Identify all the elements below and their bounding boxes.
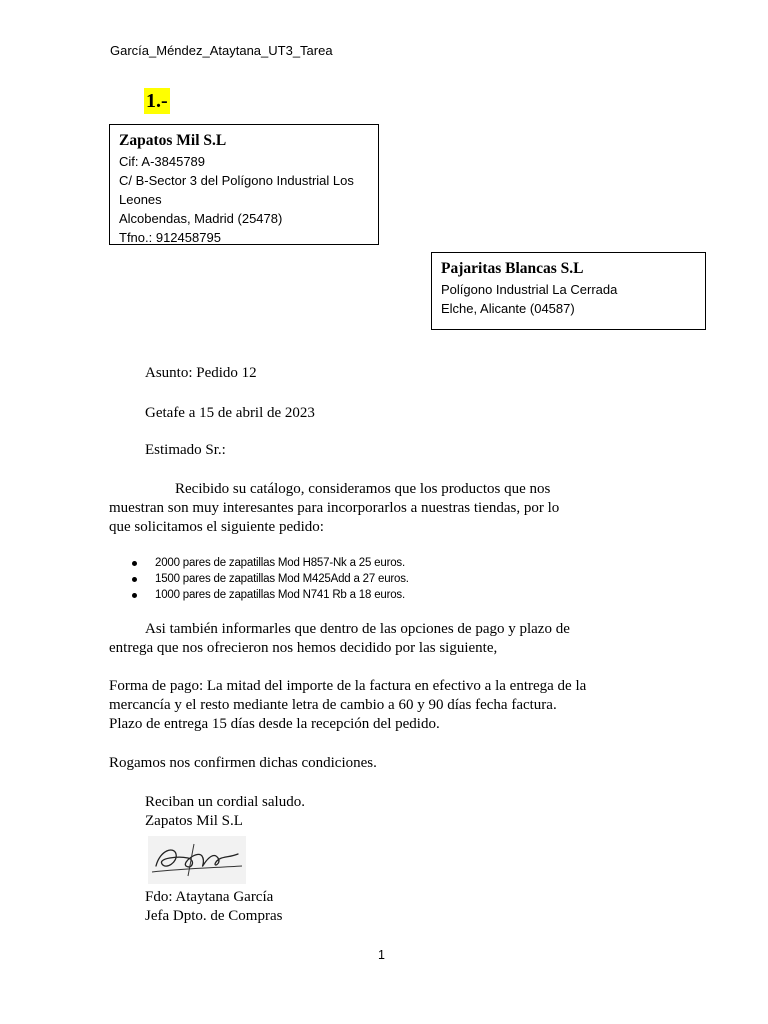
paragraph-line: Forma de pago: La mitad del importe de la factura en efectivo a la entrega de la bbox=[109, 678, 587, 694]
bullet-icon bbox=[132, 593, 137, 598]
list-item bbox=[132, 571, 409, 587]
recipient-address-box bbox=[431, 252, 706, 330]
closing-line: Reciban un cordial saludo. bbox=[145, 794, 305, 810]
bullet-icon bbox=[132, 561, 137, 566]
closing-company: Zapatos Mil S.L bbox=[145, 813, 243, 829]
letter-date: Getafe a 15 de abril de 2023 bbox=[145, 405, 315, 421]
section-number: 1.- bbox=[146, 90, 168, 112]
paragraph-line: Recibido su catálogo, consideramos que los productos que nos bbox=[175, 481, 551, 497]
paragraph-line: entrega que nos ofrecieron nos hemos decidido por las siguiente, bbox=[109, 640, 498, 656]
order-list bbox=[132, 555, 409, 603]
paragraph-intro bbox=[109, 480, 649, 537]
sender-name: Zapatos Mil S.L bbox=[119, 132, 227, 149]
signer-position: Jefa Dpto. de Compras bbox=[145, 908, 283, 924]
recipient-address: Polígono Industrial La Cerrada bbox=[441, 282, 618, 297]
paragraph-line: mercancía y el resto mediante letra de cambio a 60 y 90 días fecha factura. bbox=[109, 697, 557, 713]
letter-greeting: Estimado Sr.: bbox=[145, 442, 226, 458]
signature-block bbox=[145, 888, 282, 926]
paragraph-confirm: Rogamos nos confirmen dichas condiciones. bbox=[109, 755, 377, 771]
sender-cif: Cif: A-3845789 bbox=[119, 154, 206, 169]
list-item bbox=[132, 555, 409, 571]
sender-city: Alcobendas, Madrid (25478) bbox=[119, 211, 283, 226]
order-item-text: 1500 pares de zapatillas Mod M425Add a 27 euros. bbox=[155, 573, 409, 585]
paragraph-line: Asi también informarles que dentro de las opciones de pago y plazo de bbox=[145, 621, 570, 637]
list-item bbox=[132, 587, 409, 603]
paragraph-line: que solicitamos el siguiente pedido: bbox=[109, 519, 324, 535]
order-item-text: 1000 pares de zapatillas Mod N741 Rb a 18 euros. bbox=[155, 589, 405, 601]
order-item-text: 2000 pares de zapatillas Mod H857-Nk a 25 euros. bbox=[155, 557, 405, 569]
paragraph-payment-intro bbox=[109, 620, 669, 658]
paragraph-payment-terms bbox=[109, 677, 669, 734]
letter-subject: Asunto: Pedido 12 bbox=[145, 365, 257, 381]
letter-closing bbox=[145, 793, 305, 831]
recipient-name: Pajaritas Blancas S.L bbox=[441, 260, 584, 277]
signature-icon bbox=[148, 836, 246, 884]
paragraph-line: muestran son muy interesantes para incorporarlos a nuestras tiendas, por lo bbox=[109, 500, 560, 516]
signer-name: Fdo: Ataytana García bbox=[145, 889, 274, 905]
sender-street: C/ B-Sector 3 del Polígono Industrial Los bbox=[119, 173, 354, 188]
recipient-city: Elche, Alicante (04587) bbox=[441, 301, 575, 316]
sender-address-box bbox=[109, 124, 379, 245]
sender-street-cont: Leones bbox=[119, 192, 162, 207]
bullet-icon bbox=[132, 577, 137, 582]
header-filename: García_Méndez_Ataytana_UT3_Tarea bbox=[110, 43, 333, 58]
page-number: 1 bbox=[378, 948, 385, 962]
sender-phone: Tfno.: 912458795 bbox=[119, 230, 221, 245]
signature-image bbox=[148, 836, 246, 884]
paragraph-line: Plazo de entrega 15 días desde la recepción del pedido. bbox=[109, 716, 440, 732]
